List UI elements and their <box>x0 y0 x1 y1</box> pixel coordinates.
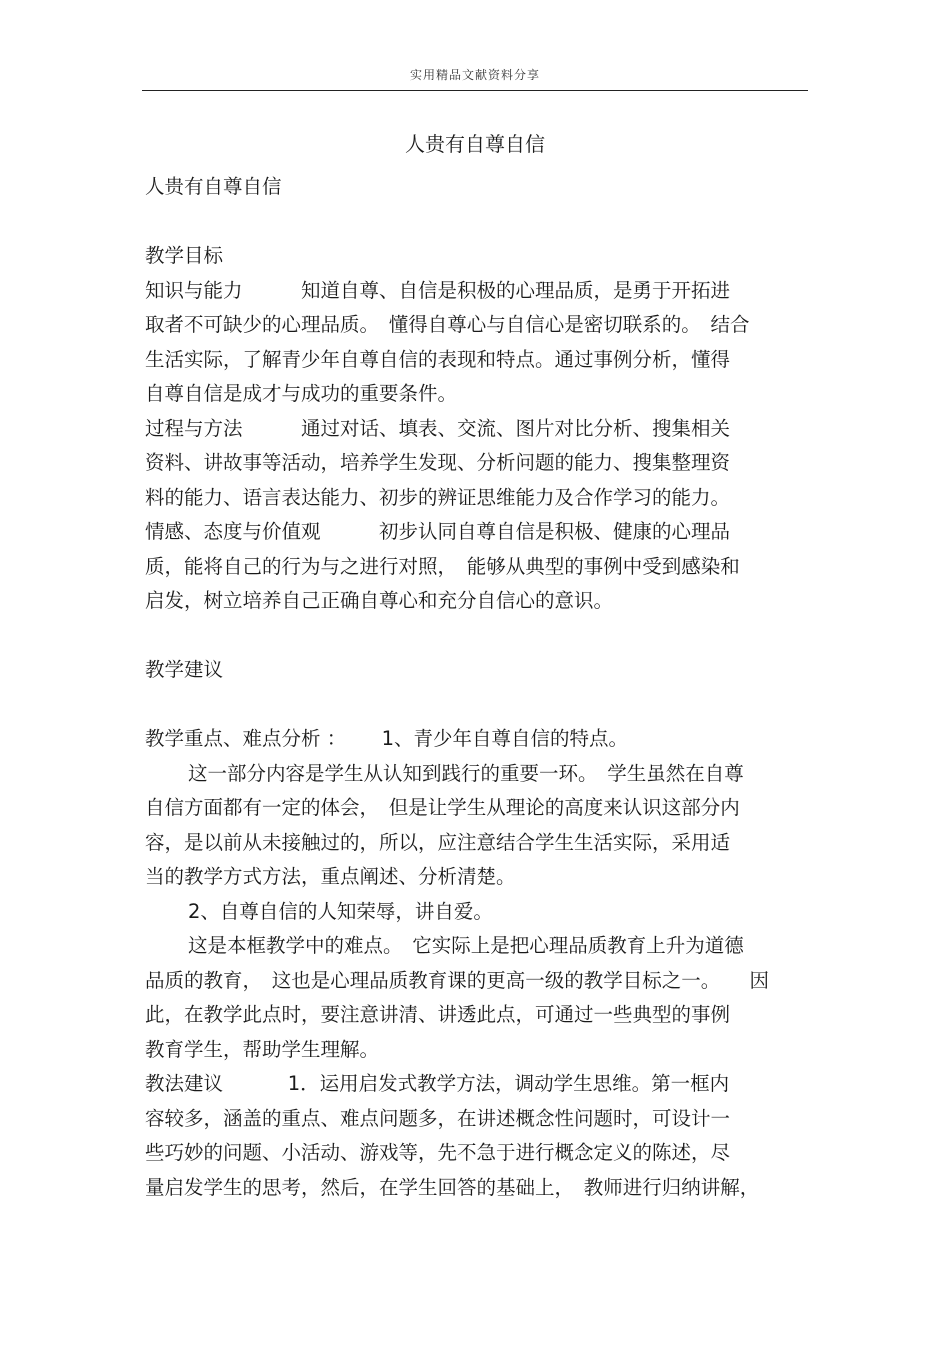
text-line: 当的教学方式方法，重点阐述、分析清楚。 <box>145 865 516 888</box>
text-line: 生活实际，了解青少年自尊自信的表现和特点。通过事例分析，懂得 <box>145 347 731 371</box>
text-line: 过程与方法 通过对话、填表、交流、图片对比分析、搜集相关 <box>145 416 731 440</box>
text-line: 教学目标 <box>145 244 224 267</box>
text-line: 品质的教育， 这也是心理品质教育课的更高一级的教学目标之一。 因 <box>145 968 770 992</box>
text-line: 自信方面都有一定的体会， 但是让学生从理论的高度来认识这部分内 <box>145 796 740 819</box>
text-line: 情感、态度与价值观 初步认同自尊自信是积极、健康的心理品 <box>145 520 731 543</box>
text-line: 教育学生，帮助学生理解。 <box>145 1037 380 1061</box>
text-line: 教学建议 <box>145 658 224 681</box>
text-line: 资料、讲故事等活动，培养学生发现、分析问题的能力、搜集整理资 <box>145 451 731 474</box>
text-line: 人贵有自尊自信 <box>145 175 282 198</box>
text-line: 教法建议 1．运用启发式教学方法，调动学生思维。第一框内 <box>145 1072 730 1095</box>
text-line: 取者不可缺少的心理品质。 懂得自尊心与自信心是密切联系的。 结合 <box>145 313 750 336</box>
text-line: 教学重点、难点分析 ： 1、青少年自尊自信的特点。 <box>145 727 629 750</box>
document-title: 人贵有自尊自信 <box>405 132 545 156</box>
blank-line <box>145 688 810 723</box>
text-line: 量启发学生的思考，然后，在学生回答的基础上， 教师进行归纳讲解， <box>145 1175 760 1199</box>
text-line: 这是本框教学中的难点。 它实际上是把心理品质教育上升为道德 <box>188 934 744 957</box>
document-body <box>145 170 810 1205</box>
header-divider <box>142 90 808 91</box>
text-line: 2、自尊自信的人知荣辱，讲自爱。 <box>188 899 493 923</box>
page-header: 实用精品文献资料分享 <box>409 68 540 82</box>
text-line: 知识与能力 知道自尊、自信是积极的心理品质，是勇于开拓进 <box>145 278 731 302</box>
text-line: 此，在教学此点时，要注意讲清、讲透此点，可通过一些典型的事例 <box>145 1003 731 1026</box>
text-line: 自尊自信是成才与成功的重要条件。 <box>145 382 458 405</box>
text-line: 启发，树立培养自己正确自尊心和充分自信心的意识。 <box>145 589 614 612</box>
text-line: 些巧妙的问题、小活动、游戏等，先不急于进行概念定义的陈述，尽 <box>145 1141 731 1164</box>
text-line: 容较多，涵盖的重点、难点问题多，在讲述概念性问题时，可设计一 <box>145 1106 731 1130</box>
text-line: 这一部分内容是学生从认知到践行的重要一环。 学生虽然在自尊 <box>188 761 744 785</box>
text-line: 容，是以前从未接触过的，所以，应注意结合学生生活实际，采用适 <box>145 830 731 854</box>
blank-line <box>145 205 810 240</box>
text-line: 料的能力、语言表达能力、初步的辨证思维能力及合作学习的能力。 <box>145 485 731 509</box>
blank-line <box>145 619 810 654</box>
text-line: 质，能将自己的行为与之进行对照， 能够从典型的事例中受到感染和 <box>145 554 740 578</box>
